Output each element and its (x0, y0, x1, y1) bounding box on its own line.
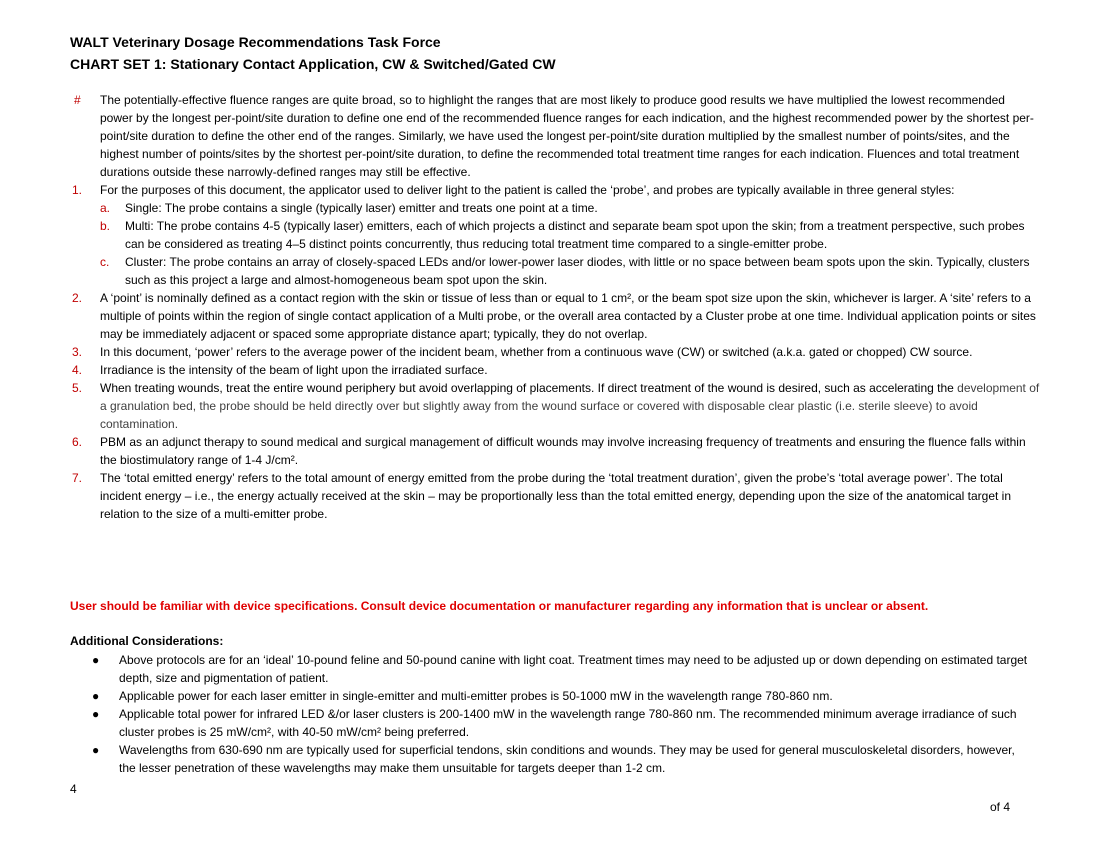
probe-style-cluster (100, 253, 1040, 289)
consideration-item (92, 741, 1034, 777)
note-marker: 1. (72, 183, 83, 197)
bullet-icon: ● (92, 653, 100, 667)
bullet-icon: ● (92, 743, 100, 757)
note-text: A ‘point’ is nominally defined as a contact region with the skin or tissue of less than or equal to 1 cm², or the beam spot size upon the skin, whichever is larger. A ‘site’ refers to a multiple of points within the region of single contact application of a Multi probe, or the overall area contacted by a Cluster probe at one time. Individual application points or sites may be immediately adjacent or spaced some appropriate distance apart; typically, they do not overlap. (100, 291, 1036, 341)
document-title: WALT Veterinary Dosage Recommendations Task Force (70, 34, 441, 50)
consideration-text: Applicable total power for infrared LED &/or laser clusters is 200-1400 mW in the wavelength range 780-860 nm. The recommended minimum average irradiance of such cluster probes is 25 mW/cm², with 40-50 mW/cm² being preferred. (119, 707, 1017, 739)
consideration-item (92, 651, 1034, 687)
bullet-icon: ● (92, 689, 100, 703)
note-1 (72, 181, 1040, 289)
note-text: When treating wounds, treat the entire wound periphery but avoid overlapping of placements. If direct treatment of the wound is desired, such as accelerating the (100, 381, 958, 395)
page-total: of 4 (990, 800, 1011, 814)
consideration-text: Above protocols are for an ‘ideal’ 10-pound feline and 50-pound canine with light coat. Treatment times may need to be adjusted up or down depending on estimated target depth, size and pigmentation of patient. (119, 653, 1028, 685)
subnote-text: Cluster: The probe contains an array of closely-spaced LEDs and/or lower-power laser diodes, with little or no space between beam spots upon the skin. Typically, clusters such as this project a large and almost-homogeneous beam spot upon the skin. (125, 255, 1030, 287)
subnote-marker: b. (100, 219, 111, 233)
note-text: In this document, ‘power’ refers to the average power of the incident beam, whether from a continuous wave (CW) or switched (a.k.a. gated or chopped) CW source. (100, 345, 973, 359)
note-marker: 5. (72, 381, 83, 395)
note-4 (72, 361, 1040, 379)
additional-considerations-list (92, 651, 1034, 777)
consideration-item (92, 687, 1034, 705)
probe-style-multi (100, 217, 1040, 253)
bullet-icon: ● (92, 707, 100, 721)
notes-list (72, 91, 1040, 523)
note-text: The ‘total emitted energy’ refers to the total amount of energy emitted from the probe during the ‘total treatment duration’, given the probe’s ‘total average power’. The total incident energy – i.e., the energy actually received at the skin – may be proportionally less than the total emitted energy, depending upon the size of the anatomical target in relation to the size of a multi-emitter probe. (100, 471, 1011, 521)
subnote-marker: a. (100, 201, 111, 215)
device-warning: User should be familiar with device specifications. Consult device documentation or manufacturer regarding any information that is unclear or absent. (70, 599, 929, 613)
note-text-continued: development of a granulation bed, the probe should be held directly over but slightly away from the wound surface or covered with disposable clear plastic (i.e. sterile sleeve) to avoid contamination. (100, 381, 1040, 431)
note-marker: 7. (72, 471, 83, 485)
note-text: For the purposes of this document, the applicator used to deliver light to the patient is called the ‘probe’, and probes are typically available in three general styles: (100, 183, 955, 197)
note-2 (72, 289, 1040, 343)
note-3 (72, 343, 1040, 361)
note-marker: # (74, 93, 81, 107)
subnote-marker: c. (100, 255, 110, 269)
note-marker: 3. (72, 345, 83, 359)
consideration-item (92, 705, 1034, 741)
probe-style-single (100, 199, 1040, 217)
note-5 (72, 379, 1040, 433)
chart-set-subtitle: CHART SET 1: Stationary Contact Application, CW & Switched/Gated CW (70, 56, 556, 72)
note-text: PBM as an adjunct therapy to sound medical and surgical management of difficult wounds may involve increasing frequency of treatments and ensuring the fluence falls within the biostimulatory range of 1-4 J/cm². (100, 435, 1026, 467)
note-7 (72, 469, 1040, 523)
note-marker: 2. (72, 291, 83, 305)
note-6 (72, 433, 1040, 469)
note-marker: 4. (72, 363, 83, 377)
note-text: Irradiance is the intensity of the beam of light upon the irradiated surface. (100, 363, 488, 377)
note-hash (74, 91, 1040, 181)
consideration-text: Wavelengths from 630-690 nm are typically used for superficial tendons, skin conditions and wounds. They may be used for general musculoskeletal disorders, however, the lesser penetration of these wavelengths may make them unsuitable for targets deeper than 1-2 cm. (119, 743, 1015, 775)
page-number: 4 (70, 782, 77, 796)
subnote-text: Multi: The probe contains 4-5 (typically laser) emitters, each of which projects a distinct and separate beam spot upon the skin; from a treatment perspective, such probes can be considered as treating 4–5 distinct points concurrently, thus reducing total treatment time compared to a single-emitter probe. (125, 219, 1025, 251)
probe-styles-list (100, 199, 1040, 289)
additional-considerations-heading: Additional Considerations: (70, 634, 224, 648)
note-marker: 6. (72, 435, 83, 449)
note-text: The potentially-effective fluence ranges are quite broad, so to highlight the ranges that are most likely to produce good results we have multiplied the lowest recommended power by the longest per-point/site duration to define one end of the recommended fluence ranges for each indication, and the highest recommended power by the shortest per-point/site duration to define the other end of the ranges. Similarly, we have used the longest per-point/site duration multiplied by the smallest number of points/sites, and the highest number of points/sites by the shortest per-point/site duration, to define the recommended total treatment time ranges for each indication. Fluences and total treatment durations outside these narrowly-defined ranges may still be effective. (100, 93, 1034, 179)
consideration-text: Applicable power for each laser emitter in single-emitter and multi-emitter probes is 50-1000 mW in the wavelength range 780-860 nm. (119, 689, 833, 703)
subnote-text: Single: The probe contains a single (typically laser) emitter and treats one point at a time. (125, 201, 598, 215)
